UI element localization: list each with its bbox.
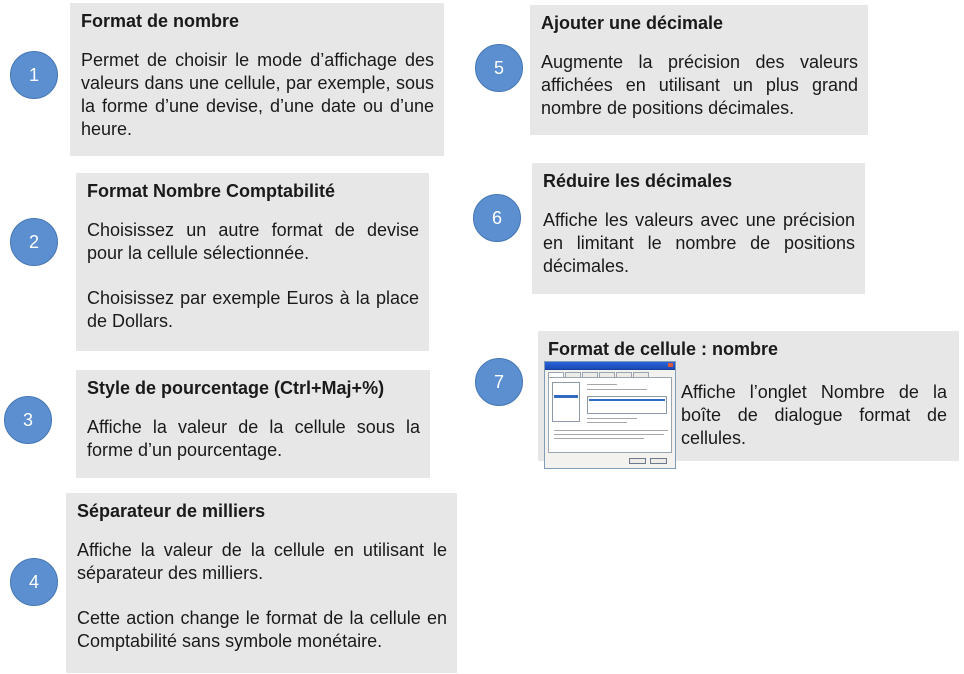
card-title: Format de nombre — [81, 11, 240, 31]
card-separateur-de-milliers — [66, 493, 457, 673]
step-badge-6: 6 — [473, 194, 521, 242]
card-body — [87, 416, 420, 462]
card-body — [77, 539, 447, 653]
card-body — [543, 209, 855, 278]
dialog-category-list — [552, 382, 580, 422]
step-badge-4: 4 — [10, 558, 58, 606]
card-body — [541, 51, 858, 120]
step-badge-7: 7 — [475, 358, 523, 406]
step-badge-5: 5 — [475, 44, 523, 92]
card-title: Format de cellule : nombre — [548, 339, 779, 359]
card-format-de-nombre — [70, 3, 444, 156]
dialog-panel — [548, 377, 672, 453]
step-badge-2: 2 — [10, 218, 58, 266]
dialog-cancel-button — [650, 458, 667, 464]
card-paragraph: Affiche les valeurs avec une précision en limitant le nombre de positions décimales. — [543, 210, 855, 276]
card-paragraph: Choisissez par exemple Euros à la place de Dollars. — [87, 288, 419, 331]
close-icon — [668, 363, 673, 367]
card-title: Style de pourcentage (Ctrl+Maj+%) — [87, 378, 385, 398]
dialog-titlebar — [545, 362, 675, 370]
card-body — [87, 219, 419, 333]
format-cells-dialog-icon — [544, 361, 676, 469]
card-format-nombre-comptabilite — [76, 173, 429, 351]
card-paragraph: Affiche la valeur de la cellule sous la forme d’un pourcentage. — [87, 417, 420, 460]
card-title: Ajouter une décimale — [541, 13, 724, 33]
card-title: Séparateur de milliers — [77, 501, 266, 521]
dialog-format-list — [587, 396, 667, 414]
step-badge-3: 3 — [4, 396, 52, 444]
dialog-ok-button — [629, 458, 646, 464]
card-title: Réduire les décimales — [543, 171, 733, 191]
card-paragraph: Affiche la valeur de la cellule en utilisant le séparateur des milliers. — [77, 540, 447, 583]
card-paragraph: Choisissez un autre format de devise pour la cellule sélectionnée. — [87, 220, 419, 263]
card-paragraph: Permet de choisir le mode d’affichage des valeurs dans une cellule, par exemple, sous la forme d’une devise, d’une date ou d’une heure. — [81, 50, 434, 139]
card-reduire-les-decimales — [532, 163, 865, 294]
card-body — [681, 381, 947, 450]
card-ajouter-une-decimale — [530, 5, 868, 135]
card-paragraph: Affiche l’onglet Nombre de la boîte de dialogue format de cellules. — [681, 382, 947, 448]
card-style-de-pourcentage — [76, 370, 430, 478]
step-badge-1: 1 — [10, 51, 58, 99]
card-paragraph: Cette action change le format de la cellule en Comptabilité sans symbole monétaire. — [77, 608, 447, 651]
card-paragraph: Augmente la précision des valeurs affichées en utilisant un plus grand nombre de positions décimales. — [541, 52, 858, 118]
card-body — [81, 49, 434, 141]
card-title: Format Nombre Comptabilité — [87, 181, 336, 201]
